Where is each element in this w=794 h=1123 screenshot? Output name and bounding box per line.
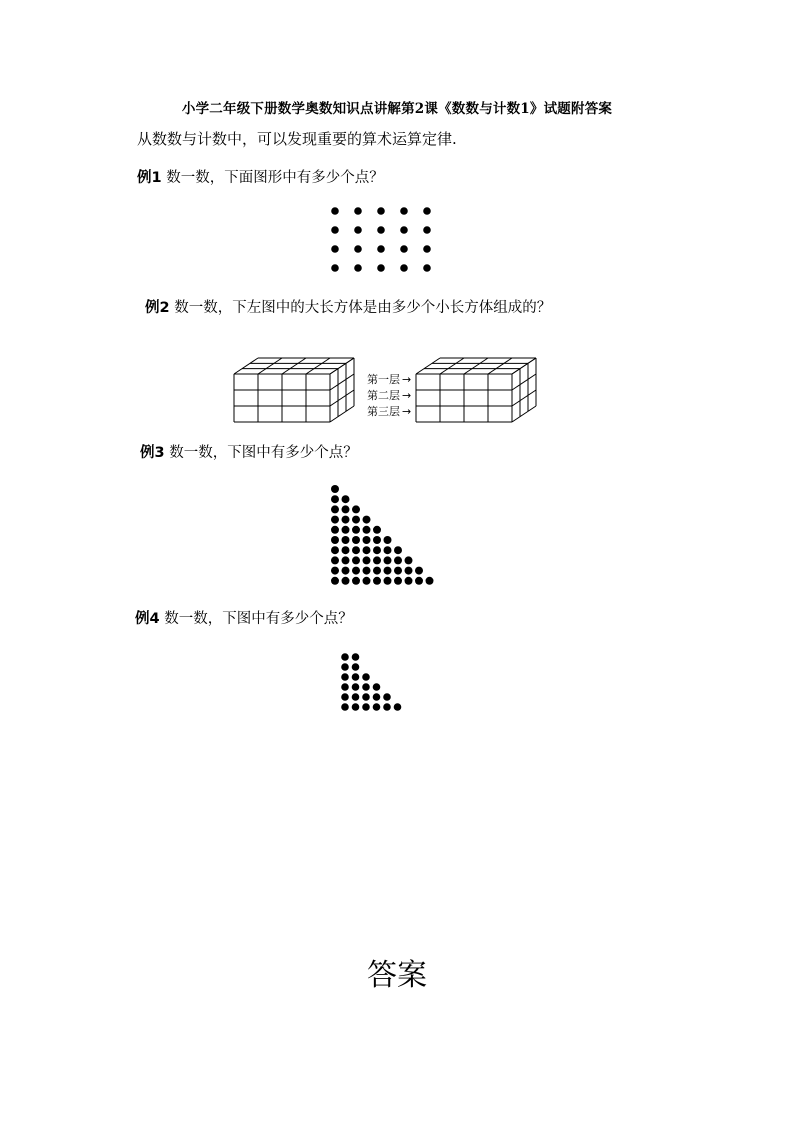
dot-triangle-figure-small [335, 648, 415, 713]
grid-dot [423, 245, 431, 253]
grid-dot [423, 226, 431, 234]
edge-line [512, 374, 536, 390]
example-text: 数一数，下左图中的大长方体是由多少个小长方体组成的？ [174, 300, 552, 316]
triangle-dot [352, 567, 360, 575]
triangle-dot [331, 536, 339, 544]
grid-dot [377, 226, 385, 234]
triangle-dot [342, 505, 350, 513]
triangle-dot [373, 546, 381, 554]
triangle-dot [352, 526, 360, 534]
grid-dot [400, 207, 408, 215]
answer-heading: 答案 [367, 958, 427, 993]
triangle-dot [394, 703, 402, 711]
grid-dot [400, 226, 408, 234]
triangle-dot [342, 556, 350, 564]
edge-line [258, 358, 282, 374]
triangle-dot [363, 577, 371, 585]
triangle-dot [363, 567, 371, 575]
triangle-dot [341, 653, 349, 661]
triangle-dot [405, 567, 413, 575]
triangle-dot [363, 536, 371, 544]
example-4 [135, 607, 353, 628]
grid-dot [400, 264, 408, 272]
triangle-dot [352, 663, 360, 671]
arrow-icon: → [402, 389, 412, 402]
triangle-dot [352, 577, 360, 585]
triangle-dot [373, 683, 381, 691]
triangle-dot [342, 546, 350, 554]
triangle-dot [373, 556, 381, 564]
triangle-dot [373, 567, 381, 575]
triangle-dot [331, 495, 339, 503]
example-label: 例2 [145, 300, 170, 316]
triangle-dot [383, 703, 391, 711]
triangle-dot [384, 567, 392, 575]
triangle-dot [342, 526, 350, 534]
edge-line [330, 358, 354, 374]
triangle-dot [363, 516, 371, 524]
triangle-dot [384, 536, 392, 544]
edge-line [234, 358, 258, 374]
triangle-dot [331, 485, 339, 493]
triangle-dot [373, 536, 381, 544]
triangle-dot [363, 526, 371, 534]
cuboid-figure [228, 336, 548, 426]
triangle-dot [362, 703, 370, 711]
edge-line [282, 358, 306, 374]
edge-line [330, 406, 354, 422]
arrow-icon: → [402, 405, 412, 418]
page-title: 小学二年级下册数学奥数知识点讲解第2课《数数与计数1》试题附答案 [181, 101, 613, 117]
triangle-dot [342, 536, 350, 544]
edge-line [464, 358, 488, 374]
layer-label-3: 第三层 [367, 405, 400, 418]
triangle-dot [373, 526, 381, 534]
triangle-dot [394, 567, 402, 575]
example-2 [145, 296, 551, 317]
triangle-dot [352, 703, 360, 711]
grid-dot [400, 245, 408, 253]
triangle-dot [362, 673, 370, 681]
example-label: 例4 [135, 611, 160, 627]
triangle-dot [341, 703, 349, 711]
grid-dot [423, 264, 431, 272]
triangle-dot [331, 516, 339, 524]
layer-labels [367, 373, 411, 418]
example-text: 数一数，下图中有多少个点？ [169, 445, 358, 461]
triangle-dot [394, 556, 402, 564]
triangle-dot [341, 693, 349, 701]
triangle-dot [373, 577, 381, 585]
triangle-dot [373, 693, 381, 701]
edge-line [512, 406, 536, 422]
triangle-dot [426, 577, 434, 585]
triangle-dot [352, 693, 360, 701]
edge-line [416, 358, 440, 374]
triangle-dot [352, 536, 360, 544]
triangle-dot [331, 556, 339, 564]
edge-line [512, 390, 536, 406]
example-label: 例1 [137, 170, 162, 186]
triangle-dot [331, 546, 339, 554]
triangle-dot [383, 693, 391, 701]
edge-line [330, 390, 354, 406]
edge-line [440, 358, 464, 374]
triangle-dot [342, 516, 350, 524]
triangle-dot [384, 577, 392, 585]
triangle-dot [341, 663, 349, 671]
edge-line [306, 358, 330, 374]
triangle-dot [384, 556, 392, 564]
grid-dot [354, 245, 362, 253]
triangle-dot [331, 505, 339, 513]
triangle-dot [405, 556, 413, 564]
triangle-dot [352, 505, 360, 513]
triangle-dot [342, 495, 350, 503]
triangle-dot [363, 546, 371, 554]
triangle-dot [394, 577, 402, 585]
triangle-dot [352, 516, 360, 524]
intro-text: 从数数与计数中，可以发现重要的算术运算定律. [137, 130, 457, 148]
grid-dot [331, 245, 339, 253]
grid-dot [423, 207, 431, 215]
grid-dot [354, 226, 362, 234]
triangle-dot [352, 556, 360, 564]
triangle-dot [362, 693, 370, 701]
edge-line [488, 358, 512, 374]
grid-dot [331, 207, 339, 215]
example-1 [137, 166, 384, 187]
triangle-dot [352, 653, 360, 661]
triangle-dot [331, 526, 339, 534]
triangle-dot [331, 577, 339, 585]
triangle-dot [362, 683, 370, 691]
grid-dot [377, 264, 385, 272]
dot-grid-figure [320, 200, 440, 280]
triangle-dot [342, 567, 350, 575]
triangle-dot [341, 683, 349, 691]
arrow-icon: → [402, 373, 412, 386]
triangle-dot [415, 577, 423, 585]
grid-dot [354, 207, 362, 215]
triangle-dot [341, 673, 349, 681]
grid-dot [354, 264, 362, 272]
edge-line [330, 374, 354, 390]
triangle-dot [394, 546, 402, 554]
triangle-dot [373, 703, 381, 711]
dot-triangle-figure-large [325, 480, 445, 585]
grid-dot [331, 264, 339, 272]
triangle-dot [405, 577, 413, 585]
example-3 [140, 441, 358, 462]
layer-label-2: 第二层 [367, 389, 400, 402]
left-cuboid [234, 358, 354, 422]
right-cuboid [416, 358, 536, 422]
example-label: 例3 [140, 445, 165, 461]
triangle-dot [384, 546, 392, 554]
triangle-dot [363, 556, 371, 564]
triangle-dot [352, 683, 360, 691]
triangle-dot [352, 673, 360, 681]
grid-dot [377, 245, 385, 253]
example-text: 数一数，下面图形中有多少个点？ [166, 170, 384, 186]
triangle-dot [342, 577, 350, 585]
grid-dot [331, 226, 339, 234]
grid-dot [377, 207, 385, 215]
triangle-dot [331, 567, 339, 575]
triangle-dot [415, 567, 423, 575]
triangle-dot [352, 546, 360, 554]
layer-label-1: 第一层 [367, 373, 400, 386]
edge-line [512, 358, 536, 374]
example-text: 数一数，下图中有多少个点？ [164, 611, 353, 627]
